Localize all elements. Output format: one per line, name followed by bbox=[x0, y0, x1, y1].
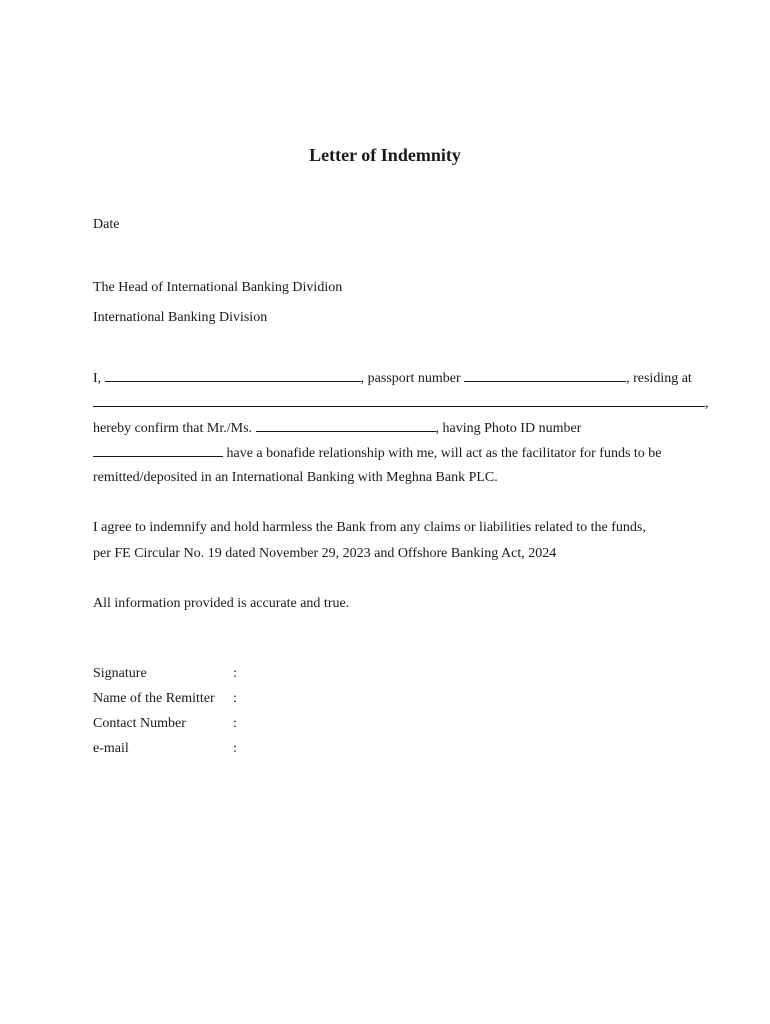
text-i: I, bbox=[93, 371, 102, 386]
signature-row bbox=[93, 665, 243, 683]
passport-blank bbox=[464, 369, 626, 382]
date-label: Date bbox=[93, 217, 120, 232]
contact-number-row bbox=[93, 715, 243, 733]
text-bonafide: have a bonafide relationship with me, will act as the facilitator for funds to be bbox=[226, 446, 662, 461]
facilitator-name-blank bbox=[256, 419, 436, 432]
text-hereby-confirm: hereby confirm that Mr./Ms. bbox=[93, 421, 253, 436]
recipient-line-1: The Head of International Banking Dividion bbox=[93, 280, 343, 295]
photo-id-blank bbox=[93, 444, 223, 457]
paragraph-1-line-5: remitted/deposited in an International Banking with Meghna Bank PLC. bbox=[93, 470, 498, 485]
remitter-name-row bbox=[93, 690, 243, 708]
text-comma: , bbox=[705, 396, 709, 411]
document-title: Letter of Indemnity bbox=[309, 145, 461, 165]
text-residing-at: , residing at bbox=[626, 371, 692, 386]
signature-label: Signature bbox=[93, 666, 147, 681]
paragraph-3: All information provided is accurate and true. bbox=[93, 596, 350, 611]
text-photo-id: , having Photo ID number bbox=[435, 421, 582, 436]
name-blank bbox=[105, 369, 361, 382]
paragraph-2-line-2: per FE Circular No. 19 dated November 29, 2023 and Offshore Banking Act, 2024 bbox=[93, 546, 557, 561]
text-passport-number: , passport number bbox=[360, 371, 461, 386]
email-colon: : bbox=[233, 741, 237, 756]
contact-number-colon: : bbox=[233, 716, 237, 731]
contact-number-label: Contact Number bbox=[93, 716, 186, 731]
remitter-name-label: Name of the Remitter bbox=[93, 691, 215, 706]
paragraph-1-line-4 bbox=[93, 444, 662, 463]
remitter-name-colon: : bbox=[233, 691, 237, 706]
paragraph-1-line-1 bbox=[93, 369, 692, 388]
address-blank bbox=[93, 394, 705, 407]
email-row bbox=[93, 740, 243, 758]
paragraph-2-line-1: I agree to indemnify and hold harmless the Bank from any claims or liabilities related to the funds, bbox=[93, 520, 646, 535]
email-label: e-mail bbox=[93, 741, 129, 756]
paragraph-1-line-2 bbox=[93, 394, 709, 413]
signature-colon: : bbox=[233, 666, 237, 681]
recipient-line-2: International Banking Division bbox=[93, 310, 268, 325]
paragraph-1-line-3 bbox=[93, 419, 581, 438]
